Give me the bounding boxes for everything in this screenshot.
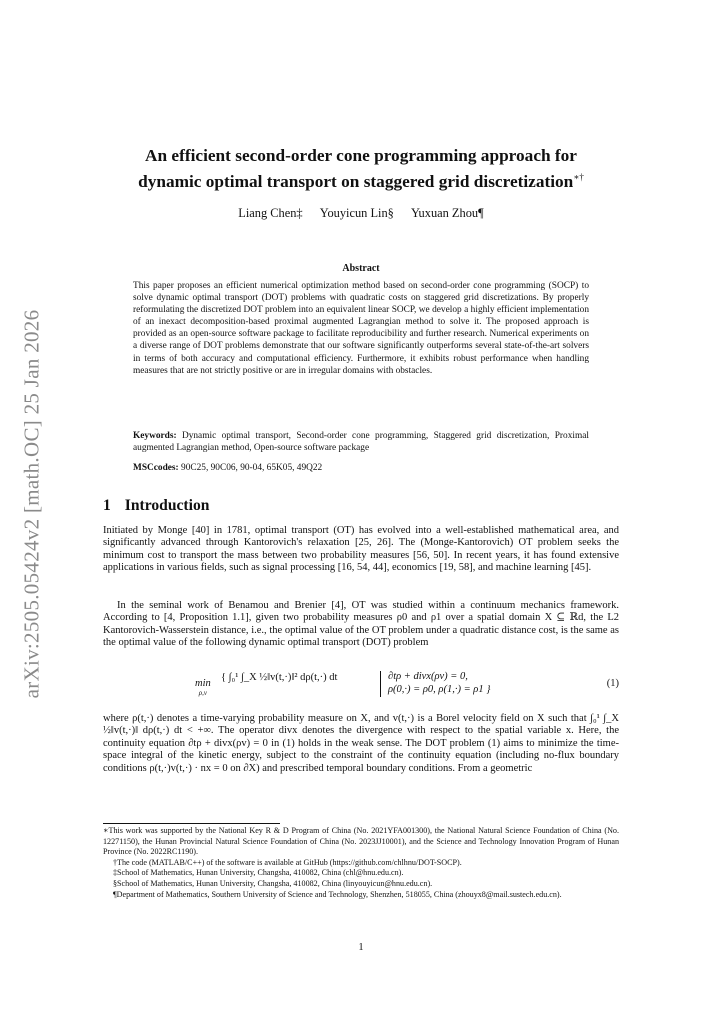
footnote-code: †The code (MATLAB/C++) of the software is available at GitHub (https://github.com/chlhnu/DOT-SOCP). (113, 857, 462, 867)
eq-min: min (195, 678, 211, 689)
footnotes (103, 826, 619, 900)
equation-1 (103, 668, 619, 706)
section-title: Introduction (124, 497, 210, 514)
footnote-funding: ∗This work was supported by the National Key R & D Program of China (No. 2021YFA001300), the National Natural Science Foundation of China (No. 12271150), the Hunan Provincial Natural Science Foundation of China (No. 2023JJ10001), and the Science and Technology Innovation Program of Hunan Province (No. 2022RC1190). (103, 826, 619, 857)
keywords (133, 430, 589, 454)
msc-codes (133, 463, 589, 473)
abstract-text: This paper proposes an efficient numerical optimization method based on second-order cone programming (SOCP) to solve dynamic optimal transport (DOT) problems with quadratic costs on staggered grid discretizations. By properly reformulating the discretized DOT problem into an equivalent linear SOCP, we develop a highly efficient implementation of an inexact decomposition-based proximal augmented Lagrangian method to solve it. The proposed approach is provided as an open-source software package to facilitate reproducibility and further research. Numerical experiments on a diverse range of DOT problems demonstrate that our software significantly outperforms several state-of-the-art solvers in terms of both accuracy and computational efficiency. Furthermore, it exhibits robust performance when handling measures that are not strictly positive or are in irregular domains with obstacles. (133, 281, 589, 376)
footnote-author-1: ‡School of Mathematics, Hunan University, Changsha, 410082, China (chl@hnu.edu.cn). (113, 868, 404, 878)
page-number: 1 (358, 942, 364, 953)
title-line-1: An efficient second-order cone programming approach for (145, 146, 577, 165)
eq-min-sub: ρ,v (198, 689, 207, 697)
section-heading (103, 497, 209, 515)
arxiv-id: arXiv:2505.05424v2 [math.OC] 25 Jan 2026 (19, 309, 44, 699)
intro-paragraph-1: Initiated by Monge [40] in 1781, optimal transport (OT) has evolved into a well-established mathematical area, and significantly advanced through Kantorovich's relaxation [25, 26]. The (Monge-Kantorovich) OT problem seeks the minimum cost to transport the mass between two probability measures [56, 50]. In recent years, it has found extensive applications in various fields, such as signal processing [16, 54, 44], economics [19, 58], and machine learning [45]. (103, 525, 619, 574)
title-footnote-marks: ∗† (573, 171, 584, 182)
eq-number: (1) (606, 678, 619, 689)
intro-paragraph-2: In the seminal work of Benamou and Brenier [4], OT was studied within a continuum mechanics framework. According to [4, Proposition 1.1], given two probability measures ρ0 and ρ1 over a spatial domain X ⊆ ℝd, the L2 Kantorovich-Wasserstein distance, i.e., the optimal value of the OT problem under a quadratic distance cost, is the same as the optimal value of the following dynamic optimal transport (DOT) problem (103, 600, 619, 649)
footnote-author-2: §School of Mathematics, Hunan University, Changsha, 410082, China (linyouyicun@hnu.edu.cn). (113, 878, 433, 888)
author-1: Liang Chen‡ (238, 206, 303, 220)
author-list (103, 206, 619, 221)
footnote-author-3: ¶Department of Mathematics, Southern University of Science and Technology, Shenzhen, 518055, China (zhouyx8@mail.sustech.edu.cn). (113, 889, 562, 899)
msc-text: 90C25, 90C06, 90-04, 65K05, 49Q22 (181, 463, 323, 473)
keywords-label: Keywords: (133, 431, 177, 441)
section-number: 1 (103, 497, 111, 514)
eq-condition-2: ρ(0,·) = ρ0, ρ(1,·) = ρ1 } (388, 684, 491, 695)
paper-title (103, 145, 619, 192)
msc-label: MSCcodes: (133, 463, 179, 473)
title-line-2: dynamic optimal transport on staggered grid discretization (138, 171, 574, 191)
eq-separator (380, 671, 381, 697)
eq-objective: { ∫₀¹ ∫_X ½‖v(t,·)‖² dρ(t,·) dt (221, 672, 338, 683)
arxiv-sidebar-stamp (14, 284, 50, 724)
intro-paragraph-3: where ρ(t,·) denotes a time-varying probability measure on X, and v(t,·) is a Borel velocity field on X such that ∫₀¹ ∫_X ½‖v(t,·)‖ dρ(t,·) dt < +∞. The operator divx denotes the divergence with respect to the spatial variable x. Here, the continuity equation ∂tρ + divx(ρv) = 0 in (1) holds in the weak sense. The DOT problem (1) aims to minimize the time-space integral of the kinetic energy, subject to the constraint of the continuity equation (including no-flux boundary conditions ρ(t,·)v(t,·) · nx = 0 on ∂X) and prescribed temporal boundary conditions. From a geometric (103, 713, 619, 774)
footnote-rule (103, 823, 280, 824)
keywords-text: Dynamic optimal transport, Second-order cone programming, Staggered grid discretization, Proximal augmented Lagrangian method, Open-source software package (133, 431, 589, 454)
abstract-heading: Abstract (342, 263, 380, 274)
author-2: Youyicun Lin§ (319, 206, 394, 220)
author-3: Yuxuan Zhou¶ (410, 206, 484, 220)
eq-condition-1: ∂tρ + divx(ρv) = 0, (388, 671, 468, 682)
